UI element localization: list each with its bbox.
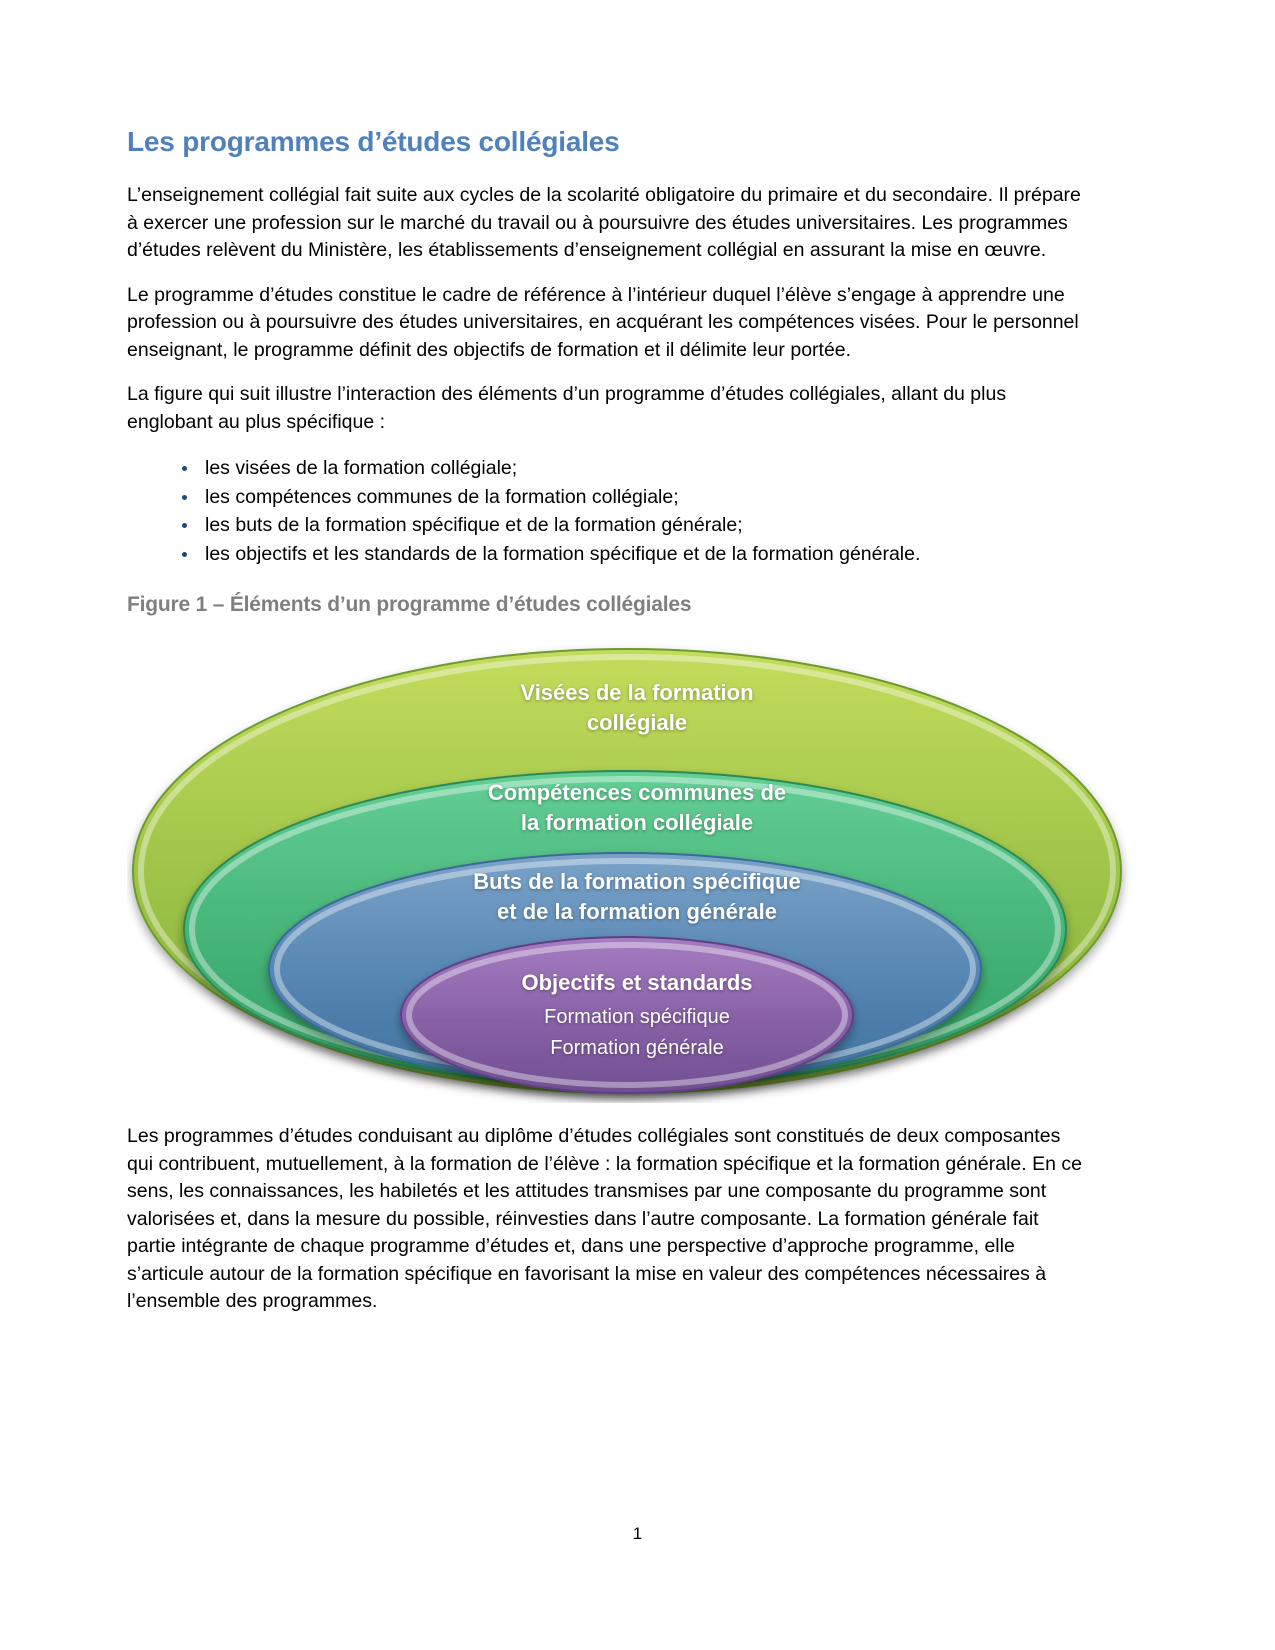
ring-label-formation-generale: Formation générale	[550, 1037, 724, 1059]
figure-caption: Figure 1 – Éléments d’un programme d’études collégiales	[127, 593, 692, 616]
bullet-item-competences: • les compétences communes de la formation collégiale;	[199, 483, 1099, 512]
ring-label-objectifs: Objectifs et standards	[521, 970, 753, 995]
page-title: Les programmes d’études collégiales	[127, 126, 620, 157]
ring-label-buts-line2: et de la formation générale	[497, 899, 777, 924]
bullet-item-objectifs: • les objectifs et les standards de la formation spécifique et de la formation générale.	[199, 540, 1099, 569]
paragraph-programme: Le programme d’études constitue le cadre de référence à l’intérieur duquel l’élève s’engage à apprendre une profession ou à poursuivre des études universitaires, en acquérant les compétences visées. Pour le personnel enseignant, le programme définit des objectifs de formation et il délimite leur portée.	[127, 283, 1079, 361]
ring-label-competences	[127, 778, 1147, 838]
bullet-item-visees: • les visées de la formation collégiale;	[199, 454, 1099, 483]
figure-nested-ellipses	[127, 631, 1147, 1103]
ring-label-competences-line1: Compétences communes de	[487, 780, 787, 805]
bullet-item-buts: • les buts de la formation spécifique et de la formation générale;	[199, 511, 1099, 540]
ring-label-formation-specifique: Formation spécifique	[544, 1006, 730, 1028]
ring-label-visees-line2: collégiale	[586, 710, 688, 735]
paragraph-intro: L’enseignement collégial fait suite aux cycles de la scolarité obligatoire du primaire et du secondaire. Il prépare à exercer une profession sur le marché du travail ou à poursuivre des études universitaires. Les programmes d’études relèvent du Ministère, les établissements d’enseignement collégial en assurant la mise en œuvre.	[127, 184, 1081, 261]
paragraph-closing: Les programmes d’études conduisant au diplôme d’études collégiales sont constitués de deux composantes qui contribuent, mutuellement, à la formation de l’élève : la formation spécifique et la formation générale. En ce sens, les connaissances, les habiletés et les attitudes transmises par une composante du programme sont valorisées et, dans la mesure du possible, réinvesties dans l’autre composante. La formation générale fait partie intégrante de chaque programme d’études et, dans une perspective d’approche programme, elle s’articule autour de la formation spécifique en favorisant la mise en valeur des compétences nécessaires à l’ensemble des programmes.	[127, 1125, 1082, 1312]
paragraph-figure-intro: La figure qui suit illustre l’interaction des éléments d’un programme d’études collégiales, allant du plus englobant au plus spécifique :	[127, 383, 1007, 433]
ring-label-competences-line2: la formation collégiale	[520, 810, 754, 835]
page-number: 1	[632, 1524, 643, 1543]
elements-bullet-list	[127, 454, 1099, 568]
ring-label-visees	[127, 678, 1147, 738]
ring-label-visees-line1: Visées de la formation	[520, 680, 754, 705]
ring-label-buts	[127, 867, 1147, 927]
ring-label-buts-line1: Buts de la formation spécifique	[473, 869, 801, 894]
